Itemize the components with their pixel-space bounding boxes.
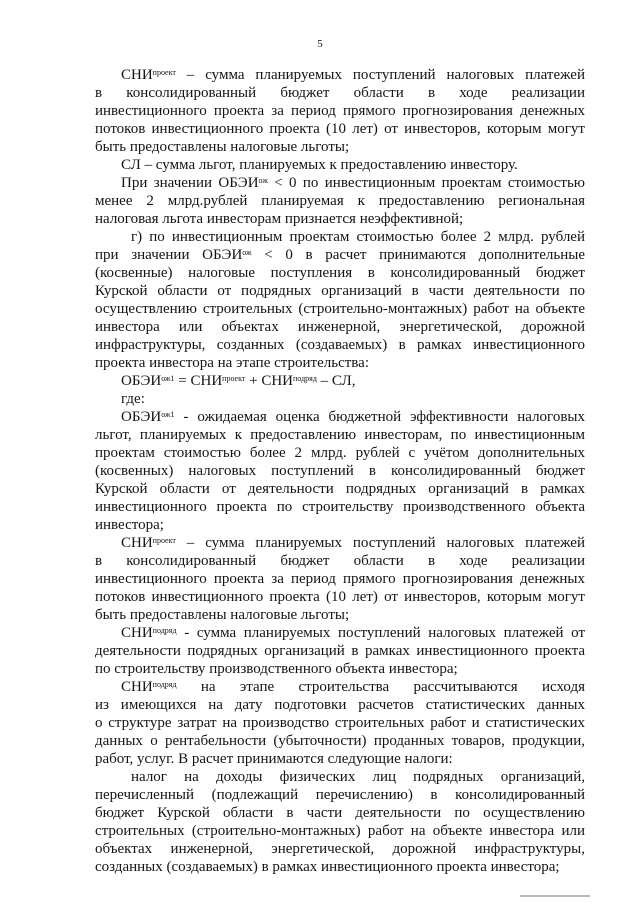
text-line <box>95 354 585 372</box>
text-line <box>95 264 585 282</box>
text-segment: – СЛ, <box>316 373 356 389</box>
text-segment: потоков инвестиционного проекта (10 лет) от инвесторов, которым могут <box>95 121 585 137</box>
page-number: 5 <box>317 38 323 50</box>
text-line <box>121 408 585 426</box>
scan-mark <box>520 895 590 897</box>
text-segment: инвестиционного проекта за период прямого прогнозирования денежных <box>95 571 585 587</box>
text-line <box>121 390 585 408</box>
text-line <box>95 246 585 264</box>
text-segment: менее 2 млрд.рублей планируемая к предоставлению региональная <box>95 193 585 209</box>
text-line <box>95 282 585 300</box>
text-segment: из имеющихся на дату подготовки расчетов статистических данных <box>95 697 585 713</box>
text-segment: в консолидированный бюджет области в ходе реализации <box>95 553 585 569</box>
text-segment: осуществлению строительных (строительно-монтажных) работ на объекте <box>95 301 585 317</box>
text-line <box>95 480 585 498</box>
text-line <box>95 120 585 138</box>
text-line <box>95 516 585 534</box>
text-segment: Курской области от подрядных организаций в части деятельности по <box>95 283 585 299</box>
text-segment: проектам стоимостью более 2 млрд. рублей с учётом дополнительных <box>95 445 585 461</box>
text-line <box>131 228 585 246</box>
superscript: проект <box>152 536 176 545</box>
text-segment: инфраструктуры, созданных (создаваемых) в рамках инвестиционного <box>95 337 585 353</box>
text-line <box>95 336 585 354</box>
text-segment: данных о рентабельности (убыточности) проданных товаров, продукции, <box>95 733 585 749</box>
text-segment: ОБЭИ <box>121 373 162 389</box>
text-segment: о структуре затрат на производство строительных работ и статистических <box>95 715 585 731</box>
text-line <box>95 822 585 840</box>
text-segment: < 0 по инвестиционным проектам стоимостью <box>267 175 585 191</box>
text-segment: инвестора или объектах инженерной, энергетической, дорожной <box>95 319 585 335</box>
text-segment: СНИ <box>121 535 153 551</box>
text-line <box>121 156 585 174</box>
text-segment: СНИ <box>121 679 153 695</box>
text-segment: инвестора; <box>95 517 164 533</box>
text-line <box>95 804 585 822</box>
text-segment: г) по инвестиционным проектам стоимостью более 2 млрд. рублей <box>131 229 585 245</box>
text-segment: < 0 в расчет принимаются дополнительные <box>251 247 585 263</box>
text-segment: работ, услуг. В расчет принимаются следующие налоги: <box>95 751 453 767</box>
text-line <box>95 588 585 606</box>
text-line <box>95 786 585 804</box>
text-line <box>121 624 585 642</box>
text-segment: – сумма планируемых поступлений налоговых платежей <box>175 535 585 551</box>
text-segment: – сумма планируемых поступлений налоговых платежей <box>175 67 585 83</box>
text-line <box>95 660 585 678</box>
text-line <box>95 606 585 624</box>
text-segment: налог на доходы физических лиц подрядных организаций, <box>131 769 585 785</box>
text-line <box>95 444 585 462</box>
text-segment: СНИ <box>121 67 153 83</box>
text-segment: где: <box>121 391 145 407</box>
text-segment: СЛ – сумма льгот, планируемых к предоставлению инвестору. <box>121 157 518 173</box>
text-line <box>95 732 585 750</box>
text-segment: в консолидированный бюджет области в ходе реализации <box>95 85 585 101</box>
superscript: ож <box>258 176 268 185</box>
text-line <box>95 192 585 210</box>
text-segment: - сумма планируемых поступлений налоговых платежей от <box>176 625 585 641</box>
text-line <box>95 210 585 228</box>
text-line <box>95 426 585 444</box>
text-line <box>121 678 585 696</box>
text-segment: быть предоставлены налоговые льготы; <box>95 139 350 155</box>
text-line <box>121 372 585 390</box>
text-segment: + СНИ <box>245 373 294 389</box>
text-segment: проекта инвестора на этапе строительства: <box>95 355 369 371</box>
text-segment: ОБЭИ <box>121 409 162 425</box>
superscript: подряд <box>152 626 177 635</box>
text-line <box>95 858 585 876</box>
text-line <box>95 102 585 120</box>
text-segment: Курской области от деятельности подрядных организаций в рамках <box>95 481 585 497</box>
superscript: ож <box>242 248 252 257</box>
text-segment: объектах инженерной, энергетической, дорожной инфраструктуры, <box>95 841 585 857</box>
text-line <box>95 552 585 570</box>
text-line <box>95 498 585 516</box>
text-segment: строительных (строительно-монтажных) работ на объекте инвестора или <box>95 823 585 839</box>
text-segment: = СНИ <box>174 373 223 389</box>
superscript: ож1 <box>161 374 175 383</box>
text-line <box>95 84 585 102</box>
text-segment: при значении ОБЭИ <box>95 247 243 263</box>
text-segment: При значении ОБЭИ <box>121 175 259 191</box>
text-line <box>95 462 585 480</box>
text-segment: бюджет Курской области в части деятельности по осуществлению <box>95 805 585 821</box>
text-segment: (косвенных) налоговых поступлений в консолидированный бюджет <box>95 463 585 479</box>
text-segment: на этапе строительства рассчитываются исходя <box>176 679 585 695</box>
text-segment: инвестиционного проекта по строительству производственного объекта <box>95 499 585 515</box>
text-segment: налоговая льгота инвесторам признается неэффективной; <box>95 211 464 227</box>
text-segment: по строительству производственного объекта инвестора; <box>95 661 458 677</box>
text-segment: потоков инвестиционного проекта (10 лет) от инвесторов, которым могут <box>95 589 585 605</box>
text-line <box>95 696 585 714</box>
text-line <box>95 840 585 858</box>
superscript: подряд <box>293 374 317 383</box>
text-segment: (косвенные) налоговые поступления в консолидированный бюджет <box>95 265 585 281</box>
text-segment: перечисленный (подлежащий перечислению) в консолидированный <box>95 787 585 803</box>
text-line <box>95 318 585 336</box>
text-line <box>95 300 585 318</box>
text-line <box>95 642 585 660</box>
text-segment: деятельности подрядных организаций в рамках инвестиционного проекта <box>95 643 585 659</box>
text-segment: СНИ <box>121 625 153 641</box>
superscript: проект <box>152 68 176 77</box>
text-line <box>95 750 585 768</box>
superscript: ож1 <box>161 410 175 419</box>
text-line <box>95 714 585 732</box>
text-line <box>121 534 585 552</box>
text-segment: льгот, планируемых к предоставлению инвесторам, по инвестиционным <box>95 427 585 443</box>
text-line <box>131 768 585 786</box>
superscript: проект <box>222 374 246 383</box>
text-line <box>121 174 585 192</box>
text-segment: созданных (создаваемых) в рамках инвестиционного проекта инвестора; <box>95 859 560 875</box>
text-segment: быть предоставлены налоговые льготы; <box>95 607 350 623</box>
text-line <box>95 570 585 588</box>
text-segment: - ожидаемая оценка бюджетной эффективности налоговых <box>174 409 585 425</box>
text-line <box>95 138 585 156</box>
text-line <box>121 66 585 84</box>
superscript: подряд <box>152 680 177 689</box>
text-segment: инвестиционного проекта за период прямого прогнозирования денежных <box>95 103 585 119</box>
